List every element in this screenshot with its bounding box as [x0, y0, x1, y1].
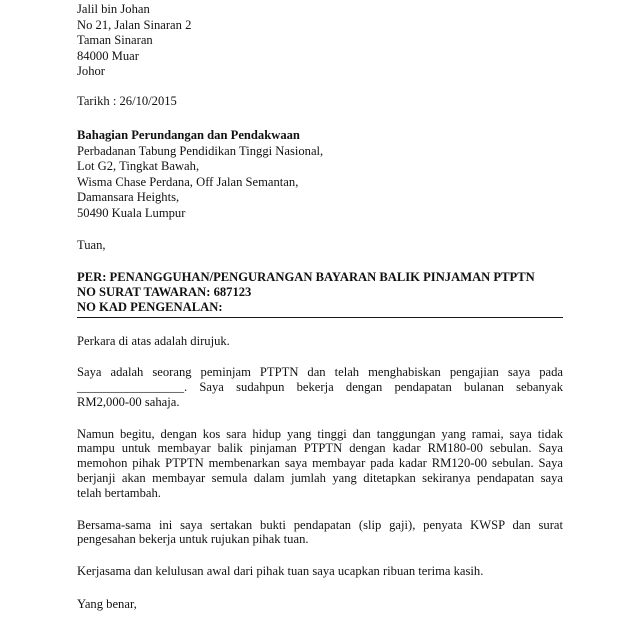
sender-address-line: No 21, Jalan Sinaran 2 — [77, 17, 192, 32]
ic-number-label: NO KAD PENGENALAN: — [77, 299, 223, 314]
recipient-department: Bahagian Perundangan dan Pendakwaan — [77, 128, 300, 142]
body-paragraph-1 — [77, 334, 563, 349]
sender-address — [77, 2, 563, 80]
paragraph-line: Saya adalah seorang peminjam PTPTN dan telah menghabiskan pengajian saya pada — [77, 365, 563, 380]
recipient-address-line: 50490 Kuala Lumpur — [77, 205, 186, 220]
sender-address-line: Johor — [77, 64, 105, 78]
closing — [77, 597, 563, 612]
letter-date: Tarikh : 26/10/2015 — [77, 93, 177, 108]
paragraph-line: berjanji akan membayar semula dalam jumlah yang ditetapkan sekiranya pendapatan saya — [77, 471, 563, 486]
paragraph-line: Bersama-sama ini saya sertakan bukti pendapatan (slip gaji), penyata KWSP dan surat — [77, 517, 563, 532]
recipient-address-line: Lot G2, Tingkat Bawah, — [77, 159, 200, 173]
recipient-address-line: Perbadanan Tabung Pendidikan Tinggi Nasional, — [77, 143, 324, 158]
sender-address-line: 84000 Muar — [77, 48, 139, 63]
paragraph-line: mampu untuk membayar balik pinjaman PTPTN dengan kadar RM180-00 sebulan. Saya — [77, 441, 563, 456]
offer-letter-number: NO SURAT TAWARAN: 687123 — [77, 284, 252, 299]
paragraph-line: Namun begitu, dengan kos sara hidup yang tinggi dan tanggungan yang ramai, saya tidak — [77, 426, 563, 441]
body-paragraph-5 — [77, 564, 563, 579]
sender-address-line: Taman Sinaran — [77, 33, 153, 47]
subject-title: PER: PENANGGUHAN/PENGURANGAN BAYARAN BALIK PINJAMAN PTPTN — [77, 269, 535, 284]
letter-page — [77, 2, 563, 612]
subject-divider — [77, 317, 563, 318]
recipient-address-line: Wisma Chase Perdana, Off Jalan Semantan, — [77, 174, 299, 189]
paragraph-line: _________________. Saya sudahpun bekerja dengan pendapatan bulanan sebanyak — [77, 380, 563, 395]
paragraph-line: Perkara di atas adalah dirujuk. — [77, 333, 230, 348]
closing-line: Yang benar, — [77, 597, 137, 612]
paragraph-line: RM2,000-00 sahaja. — [77, 394, 180, 409]
recipient-address-line: Damansara Heights, — [77, 190, 180, 204]
paragraph-line: pengesahan bekerja untuk rujukan pihak tuan. — [77, 532, 309, 547]
paragraph-line: memohon pihak PTPTN membenarkan saya membayar pada kadar RM120-00 sebulan. Saya — [77, 456, 563, 471]
body-paragraph-2 — [77, 365, 563, 409]
paragraph-line: telah bertambah. — [77, 485, 161, 500]
recipient-address — [77, 128, 563, 221]
salutation: Tuan, — [77, 238, 106, 252]
body-paragraph-3 — [77, 427, 563, 501]
subject-block — [77, 270, 563, 315]
body-paragraph-4 — [77, 518, 563, 548]
sender-name: Jalil bin Johan — [77, 2, 150, 16]
paragraph-line: Kerjasama dan kelulusan awal dari pihak tuan saya ucapkan ribuan terima kasih. — [77, 564, 484, 579]
